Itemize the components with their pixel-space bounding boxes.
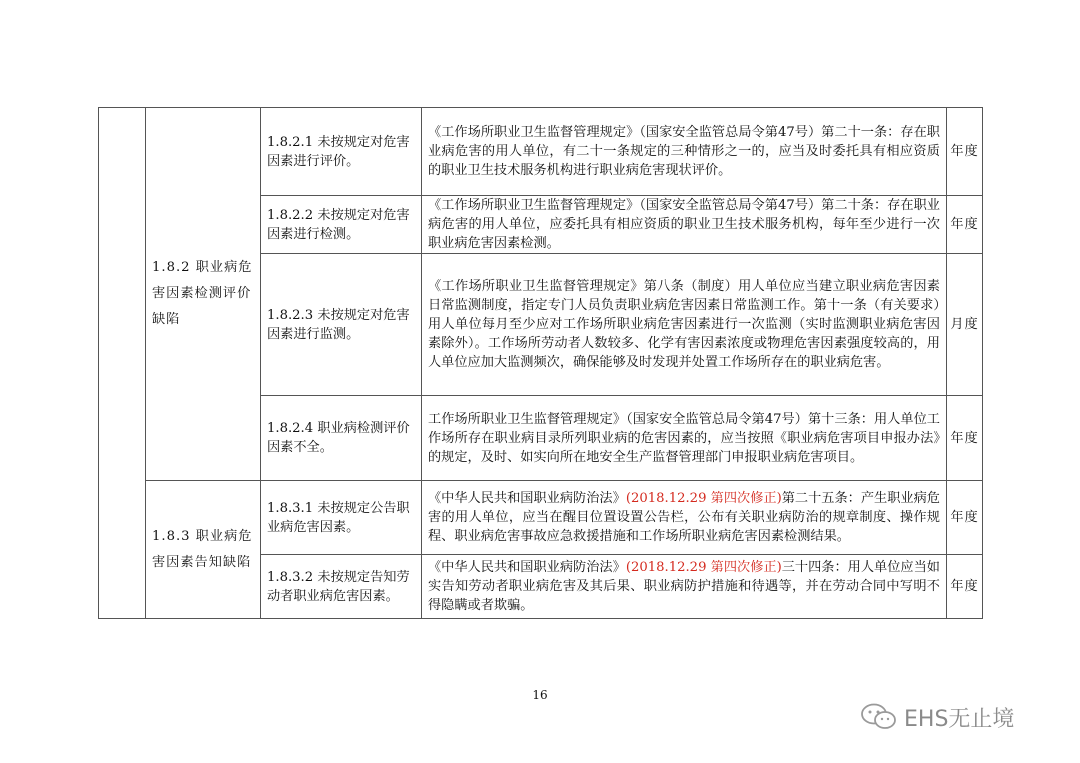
item-code-cell: 1.8.2.1 未按规定对危害因素进行评价。 — [261, 108, 422, 196]
frequency-cell: 月度 — [947, 254, 983, 396]
watermark — [860, 700, 1014, 734]
legal-basis-text: 《中华人民共和国职业病防治法》 — [428, 491, 626, 506]
table-row — [99, 481, 983, 555]
frequency-cell: 年度 — [947, 196, 983, 254]
blank-column-cell — [99, 108, 146, 619]
table-row — [99, 108, 983, 196]
legal-basis-cell — [422, 196, 947, 254]
legal-basis-cell — [422, 481, 947, 555]
legal-basis-cell — [422, 396, 947, 481]
amendment-date-text: (2018.12.29 第四次修正) — [625, 491, 782, 506]
wechat-icon — [860, 702, 898, 732]
legal-basis-text: 三十四条：用人单位应当如实告知劳动者职业病危害及其后果、职业病防护措施和待遇等，并在劳动合同中写明不得隐瞒或者欺骗。 — [428, 560, 940, 613]
page-number: 16 — [532, 688, 548, 702]
hazard-table — [98, 107, 983, 619]
frequency-cell: 年度 — [947, 108, 983, 196]
item-code-cell: 1.8.2.4 职业病检测评价因素不全。 — [261, 396, 422, 481]
legal-basis-cell — [422, 555, 947, 619]
legal-basis-cell — [422, 254, 947, 396]
item-code-cell: 1.8.2.3 未按规定对危害因素进行监测。 — [261, 254, 422, 396]
legal-basis-cell — [422, 108, 947, 196]
frequency-cell: 年度 — [947, 555, 983, 619]
watermark-text: EHS无止境 — [904, 706, 1015, 732]
frequency-cell: 年度 — [947, 396, 983, 481]
legal-basis-text: 《工作场所职业卫生监督管理规定》第八条（制度）用人单位应当建立职业病危害因素日常监测制度，指定专门人员负责职业病危害因素日常监测工作。第十一条（有关要求）用人单位每月至少应对工作场所职业病危害因素进行一次监测（实时监测职业病危害因素除外）。工作场所劳动者人数较多、化学有害因素浓度或物理危害因素强度较高的，用人单位应加大监测频次，确保能够及时发现并处置工作场所存在的职业病危害。 — [428, 279, 940, 370]
item-code-cell: 1.8.3.1 未按规定公告职业病危害因素。 — [261, 481, 422, 555]
amendment-date-text: (2018.12.29 第四次修正) — [625, 560, 782, 575]
item-code-cell: 1.8.2.2 未按规定对危害因素进行检测。 — [261, 196, 422, 254]
legal-basis-text: 《工作场所职业卫生监督管理规定》（国家安全监管总局令第47号）第二十一条：存在职业病危害的用人单位，有二十一条规定的三种情形之一的，应当及时委托具有相应资质的职业卫生技术服务机构进行职业病危害现状评价。 — [428, 125, 940, 178]
item-code-cell: 1.8.3.2 未按规定告知劳动者职业病危害因素。 — [261, 555, 422, 619]
legal-basis-text: 《工作场所职业卫生监督管理规定》（国家安全监管总局令第47号）第二十条：存在职业病危害的用人单位，应委托具有相应资质的职业卫生技术服务机构，每年至少进行一次职业病危害因素检测。 — [428, 198, 940, 251]
frequency-cell: 年度 — [947, 481, 983, 555]
legal-basis-text: 工作场所职业卫生监督管理规定》（国家安全监管总局令第47号）第十三条：用人单位工作场所存在职业病目录所列职业病的危害因素的，应当按照《职业病危害项目申报办法》的规定，及时、如实向所在地安全生产监督管理部门申报职业病危害项目。 — [428, 411, 940, 465]
category-cell: 1.8.3 职业病危害因素告知缺陷 — [146, 481, 261, 619]
legal-basis-text: 第二十五条：产生职业病危害的用人单位，应当在醒目位置设置公告栏，公布有关职业病防治的规章制度、操作规程、职业病危害事故应急救援措施和工作场所职业病危害因素检测结果。 — [428, 491, 940, 544]
category-cell: 1.8.2 职业病危害因素检测评价缺陷 — [146, 108, 261, 481]
legal-basis-text: 《中华人民共和国职业病防治法》 — [428, 560, 626, 575]
